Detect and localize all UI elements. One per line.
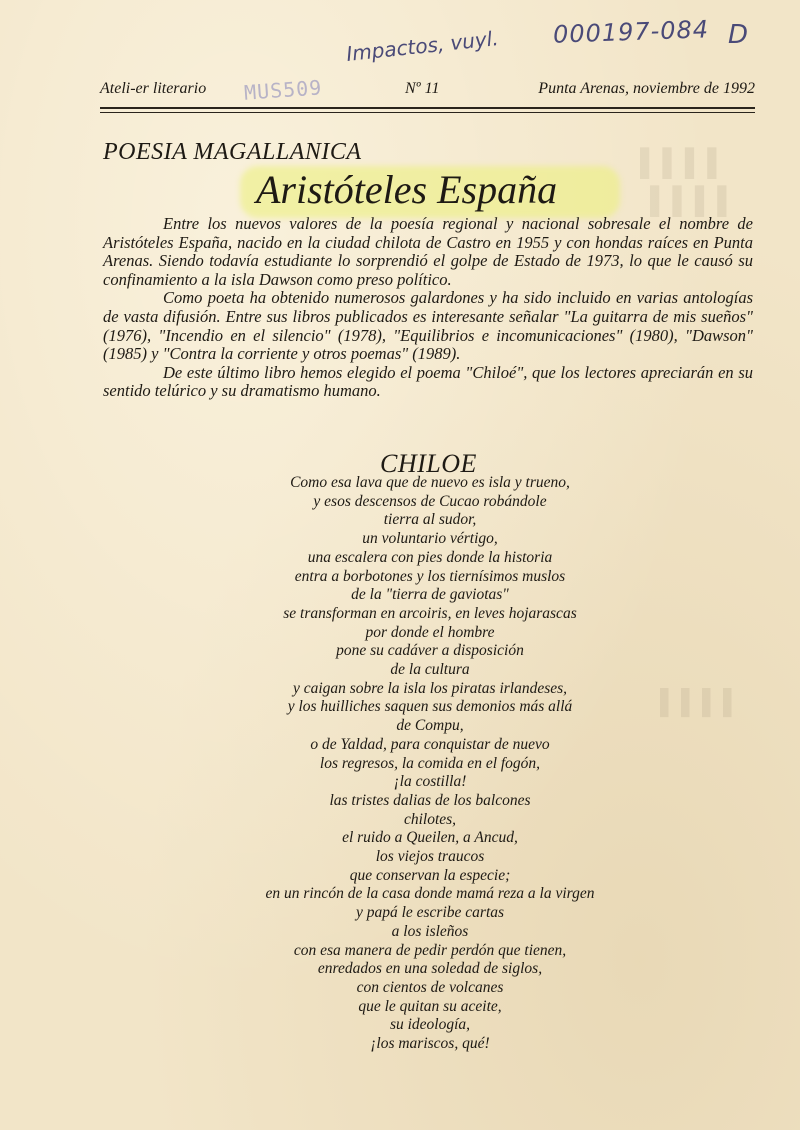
publication-name: Ateli-er literario [100, 80, 207, 97]
poem-line: tierra al sudor, [383, 511, 477, 529]
poem-line: pone su cadáver a disposición [336, 642, 524, 660]
poem-line: o de Yaldad, para conquistar de nuevo [310, 735, 550, 753]
poem-line: entra a borbotones y los tiernísimos muslos [294, 567, 566, 585]
handwritten-archive-code: 000197-084 [552, 15, 710, 49]
poem-line: se transforman en arcoiris, en leves hojarascas [283, 604, 577, 622]
masthead-rule-thick [100, 107, 755, 109]
bleed-through-text: ▌▌▌▌ [650, 186, 740, 215]
poem-line: de la cultura [390, 661, 470, 679]
poem-line: una escalera con pies donde la historia [307, 548, 553, 566]
poem-line: las tristes dalias de los balcones [329, 791, 531, 809]
poem-line: de la "tierra de gaviotas" [351, 586, 509, 604]
poem-line: chilotes, [403, 810, 457, 828]
article-title: Aristóteles España [256, 167, 558, 212]
handwritten-margin-note: Impactos, vuyl. [345, 26, 500, 66]
section-title: POESIA MAGALLANICA [103, 139, 362, 165]
poem-line: por donde el hombre [365, 623, 495, 641]
poem-line: los viejos traucos [375, 848, 485, 866]
paragraph: De este último libro hemos elegido el poema "Chiloé", que los lectores apreciarán en su sentido telúrico y su dramatismo humano. [103, 362, 753, 401]
poem-line: con esa manera de pedir perdón que tienen, [293, 941, 567, 959]
poem-line: los regresos, la comida en el fogón, [319, 754, 541, 772]
issue-number: Nº 11 [405, 80, 440, 97]
bleed-through-text: ▌▌▌▌ [640, 148, 730, 177]
poem-line: con cientos de volcanes [356, 978, 504, 996]
bleed-through-text: ▌▌▌▌ [660, 690, 745, 716]
poem-line: que conservan la especie; [349, 866, 511, 884]
poem-line: y caigan sobre la isla los piratas irlandeses, [292, 679, 568, 697]
paragraph: Entre los nuevos valores de la poesía regional y nacional sobresale el nombre de Aristóteles España, nacido en la ciudad chilota de Castro en 1955 y con hondas raíces en Punta Arenas. Siendo todavía estudiante lo sorprendió el golpe de Estado de 1973, lo que le causó su confinamiento a la isla Dawson como preso político. [103, 214, 753, 289]
poem-line: a los isleños [391, 922, 469, 940]
poem-line: su ideología, [389, 1016, 471, 1034]
poem-line: en un rincón de la casa donde mamá reza a la virgen [265, 885, 595, 903]
masthead [100, 75, 755, 105]
paragraph: Como poeta ha obtenido numerosos galardones y ha sido incluido en varias antologías de vasta difusión. Entre sus libros publicados es interesante señalar "La guitarra de mis sueños" (1976), "Incendio en el silencio" (1978), "Equilibrios e incomunicaciones" (1980), "Dawson" (1985) y "Contra la corriente y otros poemas" (1989). [103, 288, 753, 364]
poem-title: CHILOE [380, 449, 477, 478]
poem-line: un voluntario vértigo, [362, 530, 498, 548]
masthead-rule-thin [100, 112, 755, 113]
poem-line: enredados en una soledad de siglos, [317, 960, 543, 978]
place-date: Punta Arenas, noviembre de 1992 [538, 80, 755, 97]
poem-line: de Compu, [396, 717, 464, 735]
poem-line: el ruido a Queilen, a Ancud, [342, 829, 518, 847]
poem-line: Como esa lava que de nuevo es isla y trueno, [290, 474, 570, 491]
handwritten-archive-letter: D [728, 20, 749, 50]
archive-stamp-number: MUS509 [243, 75, 323, 105]
poem-line: y papá le escribe cartas [355, 904, 505, 922]
article-body [103, 215, 753, 401]
poem-line: y los huilliches saquen sus demonios más allá [287, 698, 573, 716]
poem-line: ¡los mariscos, qué! [370, 1035, 490, 1053]
poem-line: ¡la costilla! [393, 773, 467, 791]
poem-line: que le quitan su aceite, [358, 997, 502, 1015]
poem-body [230, 474, 630, 1054]
poem-line: y esos descensos de Cucao robándole [313, 492, 547, 510]
